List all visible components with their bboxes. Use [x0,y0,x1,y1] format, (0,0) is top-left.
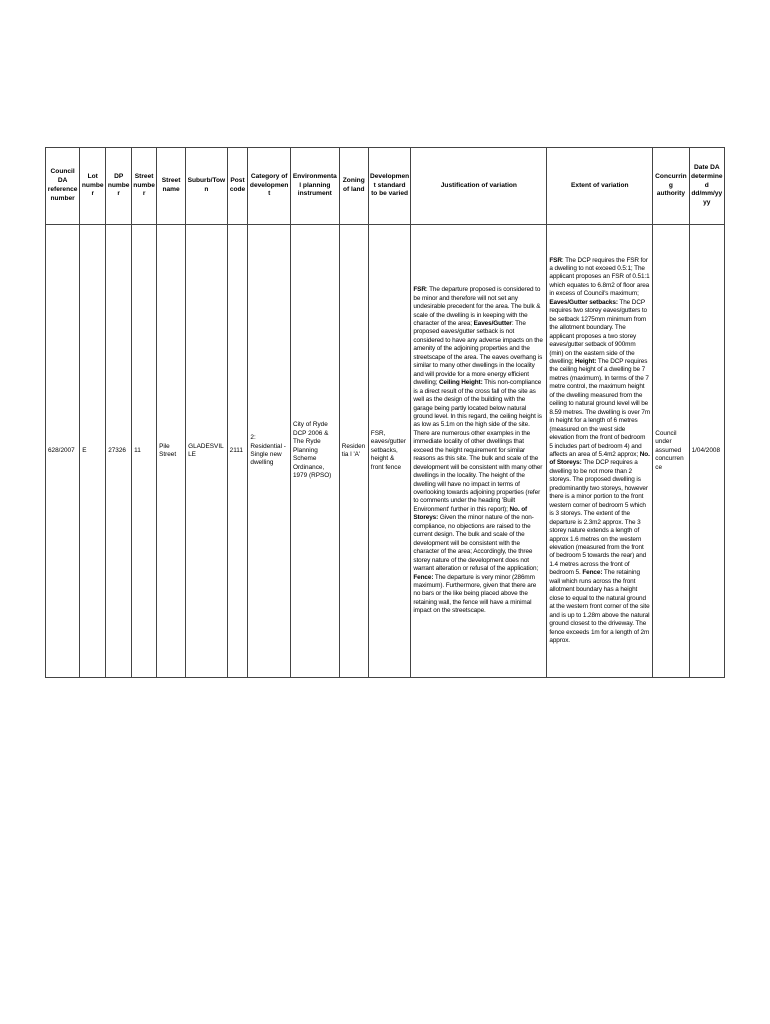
cell-postcode: 2111 [227,225,248,678]
cell-date: 1/04/2008 [689,225,724,678]
justification-fence-label: Fence: [413,573,434,581]
header-street-name: Street name [157,148,186,225]
header-postcode: Postcode [227,148,248,225]
justification-ceiling-text: This non-compliance is a direct result of the cross fall of the site as well as the design of the building with the garage being partly located below natural ground level. In this regard, the ceiling height is as low as 5.1m on the high side of the site. There are numerous other examples in the immediate locality of other dwellings that exceed the height requirement for similar reasons as this site. The bulk and scale of the development will be consistent with many other dwellings in the locality. The height of the dwelling will have no impact in terms of overlooking towards adjoining properties (refer to comments under the heading 'Built Environment' further in this report); [413,379,543,513]
cell-category: 2: Residential - Single new dwelling [248,225,291,678]
cell-concurring: Council under assumed concurrence [653,225,689,678]
header-standard: Development standard to be varied [368,148,411,225]
cell-dp: 27326 [106,225,132,678]
cell-epi: City of Ryde DCP 2006 & The Ryde Planning Scheme Ordinance, 1979 (RPSO) [290,225,339,678]
extent-fence-text: The retaining wall which runs across the front allotment boundary has a height close to equal to the natural ground at the western front corner of the site and is up to 1.28m above the natural ground closest to the driveway. The fence exceeds 1m for a length of 2m approx. [549,569,650,644]
header-justification: Justification of variation [411,148,547,225]
header-date: Date DA determined dd/mm/yyyy [689,148,724,225]
variation-register-table [45,147,725,678]
cell-street-number: 11 [132,225,157,678]
extent-fsr-text: : The DCP requires the FSR for a dwelling to not exceed 0.5:1; The applicant proposes an FSR of 0.51:1 which equates to 6.8m2 of floor area in excess of Council's maximum; [549,256,650,298]
justification-ceiling-label: Ceiling Height: [439,379,483,387]
justification-fence-text: The departure is very minor (286mm maximum). Furthermore, given that there are no bars or the like being placed above the retaining wall, the fence will have a minimal impact on the streetscape. [413,573,537,615]
header-category: Category of development [248,148,291,225]
justification-eaves-text: : The proposed eaves/gutter setback is not considered to have any adverse impacts on the amenity of the adjoining properties and the streetscape of the area. The eaves overhang is similar to many other dwellings in the locality and will provide for a more energy efficient dwelling; [413,319,543,387]
header-dp: DP number [106,148,132,225]
extent-eaves-text: The DCP requires two storey eaves/gutters to be setback 1275mm minimum from the allotment boundary. The applicant proposes a two storey eaves/gutter setback of 900mm (min) on the eastern side of the dwelling; [549,298,647,366]
cell-council-da: 628/2007 [46,225,80,678]
header-suburb: Suburb/Town [186,148,228,225]
cell-standard: FSR, eaves/gutter setbacks, height & front fence [368,225,411,678]
header-zoning: Zoning of land [339,148,368,225]
table-row [46,225,725,678]
justification-storeys-text: Given the minor nature of the non-compliance, no objections are raised to the current design. The bulk and scale of the development will be consistent with the character of the area; Accordingly, the three storey nature of the development does not warrant alteration or refusal of the application; [413,514,539,573]
cell-suburb: GLADESVILLE [186,225,228,678]
extent-height-label: Height: [575,358,597,366]
justification-storeys-label: No. of Storeys: [413,505,528,522]
cell-extent [547,225,653,678]
cell-justification [411,225,547,678]
header-street-number: Street number [132,148,157,225]
extent-fsr-label: FSR [549,256,562,264]
header-extent: Extent of variation [547,148,653,225]
cell-lot: E [80,225,106,678]
justification-eaves-label: Eaves/Gutter [473,319,512,327]
cell-street-name: Pile Street [157,225,186,678]
header-epi: Environmental planning instrument [290,148,339,225]
justification-fsr-text: : The departure proposed is considered to be minor and therefore will not set any undesirable precedent for the area. The bulk & scale of the dwelling is in keeping with the character of the area; [413,286,541,327]
header-council-da: Council DA reference number [46,148,80,225]
extent-storeys-label: No. of Storeys: [549,451,650,467]
justification-fsr-label: FSR [413,286,426,294]
extent-storeys-text: The DCP requires a dwelling to be not more than 2 storeys. The proposed dwelling is predominantly two storeys, however there is a minor portion to the front western corner of bedroom 5 which is 3 storeys. The extent of the departure is 2.3m2 approx. The 3 storey nature extends a length of approx 1.6 metres on the western elevation (measured from the front of bedroom 5 towards the rear) and 1.4 metres across the front of bedroom 5. [549,459,648,577]
extent-height-text: The DCP requires the ceiling height of a dwelling be 7 metres (maximum). In terms of the 7 metre control, the maximum height of the dwelling measured from the ceiling to natural ground level will be 8.59 metres. The dwelling is over 7m in height for a length of 6 metres (measured on the west side elevation from the front of bedroom 5 includes part of bedroom 4) and affects an area of 5.4m2 approx; [549,358,651,458]
extent-eaves-label: Eaves/Gutter setbacks: [549,298,618,306]
cell-zoning: Residentia l 'A' [339,225,368,678]
header-row [46,148,725,225]
header-lot: Lot number [80,148,106,225]
extent-fence-label: Fence: [582,569,603,577]
header-concurring: Concurring authority [653,148,689,225]
